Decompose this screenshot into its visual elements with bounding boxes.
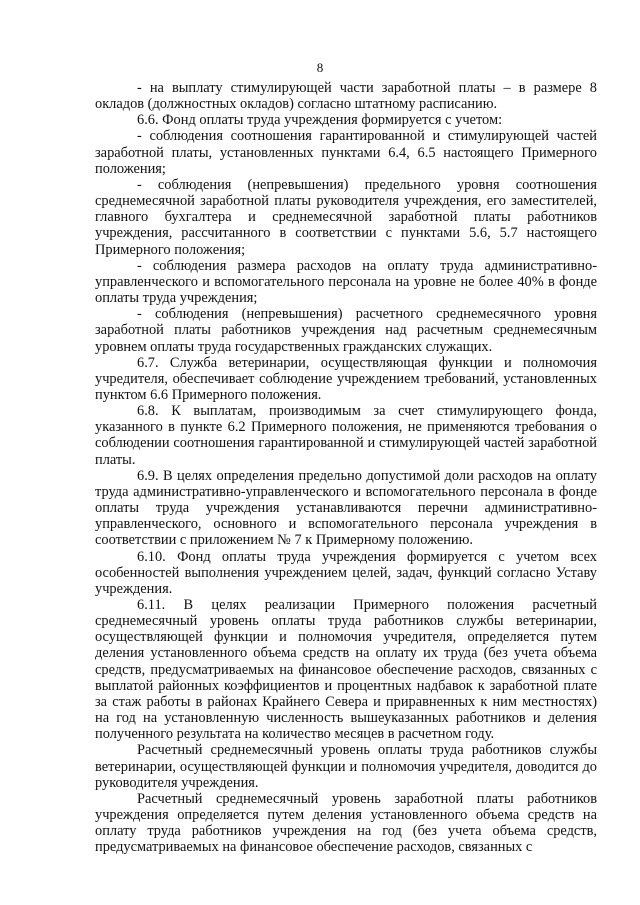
page-number: 8	[316, 60, 324, 75]
paragraph: - соблюдения размера расходов на оплату труда административно-управленческого и вспомогательного персонала на уровне не более 40% в фонде оплаты труда учреждения;	[95, 257, 597, 307]
paragraph: 6.9. В целях определения предельно допустимой доли расходов на оплату труда административно-управленческого и вспомогательного персонала в фонде оплаты труда учреждения устанавливаются перечни административно-управленческого, основного и вспомогательного персонала учреждения в соответствии с приложением № 7 к Примерному положению.	[95, 467, 597, 549]
paragraph: Расчетный среднемесячный уровень заработной платы работников учреждения определяется путем деления установленного объема средств на оплату труда работников учреждения на год (без учета объема средств, предусматриваемых на финансовое обеспечение расходов, связанных с	[95, 790, 597, 856]
paragraph: - соблюдения соотношения гарантированной и стимулирующей частей заработной платы, установленных пунктами 6.4, 6.5 настоящего Примерного положения;	[95, 128, 597, 177]
paragraph: Расчетный среднемесячный уровень оплаты труда работников службы ветеринарии, осуществляющей функции и полномочия учредителя, доводится до руководителя учреждения.	[95, 742, 597, 791]
paragraph: 6.6. Фонд оплаты труда учреждения формируется с учетом:	[137, 112, 503, 129]
paragraph: 6.11. В целях реализации Примерного положения расчетный среднемесячный уровень оплаты труда работников службы ветеринарии, осуществляющей функции и полномочия учредителя, определяется путем деления установленного объема средств на оплату их труда (без учета объема средств, предусматриваемых на финансовое обеспечение расходов, связанных с выплатой районных коэффициентов и процентных надбавок к заработной плате за стаж работы в районах Крайнего Севера и приравненных к ним местностях) на год на установленную численность вышеуказанных работников и деления полученного результата на количество месяцев в расчетном году.	[95, 597, 597, 743]
paragraph: - соблюдения (непревышения) предельного уровня соотношения среднемесячной заработной платы руководителя учреждения, его заместителей, главного бухгалтера и среднемесячной заработной платы работников учреждения, рассчитанного в соответствии с пунктами 5.6, 5.7 настоящего Примерного положения;	[95, 176, 597, 258]
paragraph: - соблюдения (непревышения) расчетного среднемесячного уровня заработной платы работников учреждения над расчетным среднемесячным уровнем оплаты труда государственных гражданских служащих.	[95, 306, 597, 355]
document-body	[95, 80, 597, 856]
paragraph: 6.10. Фонд оплаты труда учреждения формируется с учетом всех особенностей выполнения учреждением целей, задач, функций согласно Уставу учреждения.	[95, 548, 597, 597]
paragraph: 6.7. Служба ветеринарии, осуществляющая функции и полномочия учредителя, обеспечивает соблюдение учреждением требований, установленных пунктом 6.6 Примерного положения.	[95, 354, 597, 403]
paragraph: 6.8. К выплатам, производимым за счет стимулирующего фонда, указанного в пункте 6.2 Примерного положения, не применяются требования о соблюдении соотношения гарантированной и стимулирующей частей заработной платы.	[95, 403, 597, 468]
paragraph: - на выплату стимулирующей части заработной платы – в размере 8 окладов (должностных окладов) согласно штатному расписанию.	[95, 80, 597, 113]
